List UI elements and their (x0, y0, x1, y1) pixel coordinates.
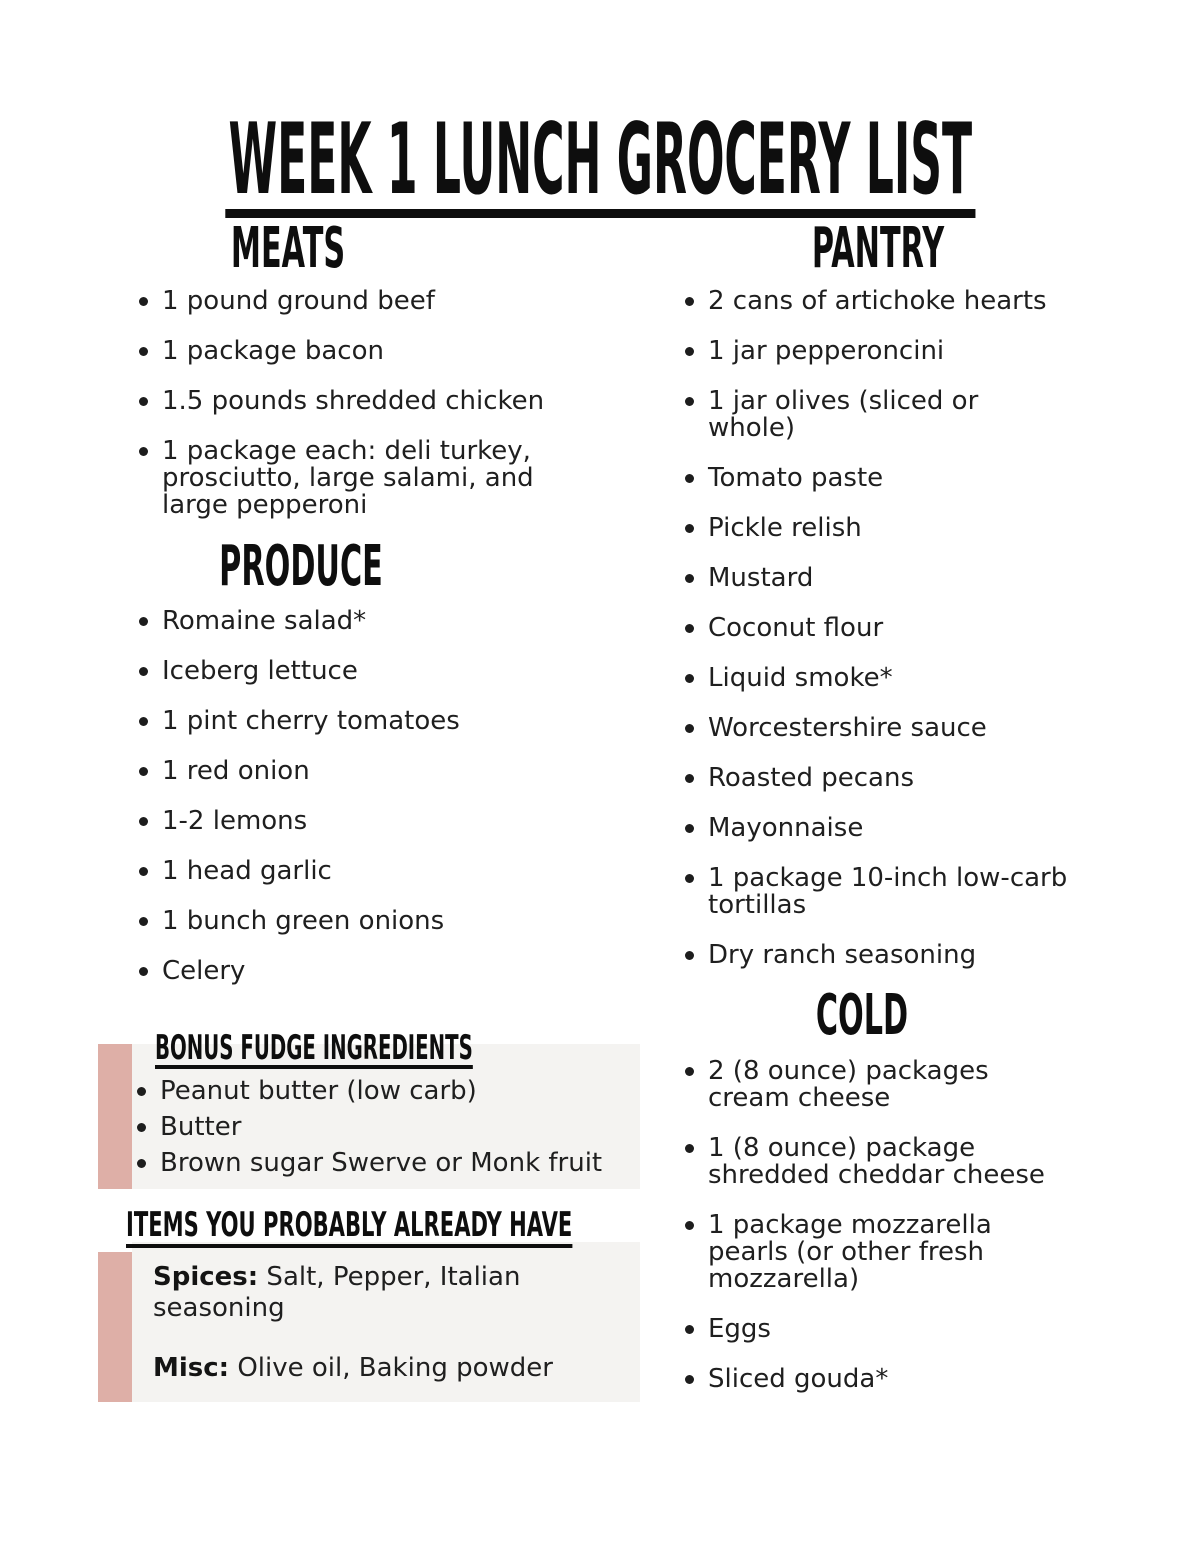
list-item: Liquid smoke* (708, 665, 1138, 692)
spices-value: Salt, Pepper, Italian seasoning (153, 1262, 521, 1323)
title-row (0, 103, 1200, 218)
list-item: Pickle relish (708, 515, 1138, 542)
list-item: Tomato paste (708, 465, 1138, 492)
list-item: 1 jar olives (sliced or whole) (708, 388, 1038, 442)
list-item: Brown sugar Swerve or Monk fruit (160, 1150, 630, 1177)
pantry-list (708, 288, 1138, 992)
list-item: 1 head garlic (162, 858, 602, 885)
list-item: Romaine salad* (162, 608, 602, 635)
produce-list (162, 608, 602, 1008)
spices-line (153, 1262, 573, 1324)
list-item: 2 cans of artichoke hearts (708, 288, 1138, 315)
list-item: Peanut butter (low carb) (160, 1078, 630, 1105)
list-item: Roasted pecans (708, 765, 1138, 792)
list-item: Eggs (708, 1316, 1138, 1343)
section-title-already-have: ITEMS YOU PROBABLY ALREADY HAVE (126, 1208, 572, 1248)
list-item: 1 jar pepperoncini (708, 338, 1138, 365)
section-title-pantry: PANTRY (811, 216, 945, 281)
list-item: 1 pound ground beef (162, 288, 602, 315)
list-item: Dry ranch seasoning (708, 942, 1138, 969)
accent-bar (98, 1252, 132, 1402)
spices-label: Spices: (153, 1262, 259, 1292)
list-item: 1 bunch green onions (162, 908, 602, 935)
misc-value: Olive oil, Baking powder (229, 1353, 553, 1383)
list-item: 1 package bacon (162, 338, 602, 365)
list-item: 1 (8 ounce) package shredded cheddar cheese (708, 1135, 1053, 1189)
list-item: 1 red onion (162, 758, 602, 785)
misc-line (153, 1353, 573, 1384)
list-item: 2 (8 ounce) packages cream cheese (708, 1058, 1008, 1112)
list-item: 1 package each: deli turkey, prosciutto, large salami, and large pepperoni (162, 438, 562, 519)
bonus-fudge-list (160, 1078, 630, 1186)
section-title-bonus-fudge: BONUS FUDGE INGREDIENTS (155, 1028, 473, 1068)
misc-label: Misc: (153, 1353, 230, 1383)
cold-list (708, 1058, 1138, 1416)
already-have-text (153, 1262, 573, 1384)
list-item: Worcestershire sauce (708, 715, 1138, 742)
list-item: 1 package mozzarella pearls (or other fresh mozzarella) (708, 1212, 1008, 1293)
meats-list (162, 288, 602, 542)
list-item: 1 pint cherry tomatoes (162, 708, 602, 735)
list-item: Iceberg lettuce (162, 658, 602, 685)
list-item: 1.5 pounds shredded chicken (162, 388, 602, 415)
list-item: 1 package 10-inch low-carb tortillas (708, 865, 1078, 919)
page-title: WEEK 1 LUNCH GROCERY LIST (225, 111, 975, 218)
list-item: Coconut flour (708, 615, 1138, 642)
section-title-meats: MEATS (230, 216, 346, 281)
list-item: Celery (162, 958, 602, 985)
list-item: Mayonnaise (708, 815, 1138, 842)
section-title-cold: COLD (815, 983, 909, 1048)
section-title-produce: PRODUCE (219, 534, 383, 599)
list-item: Sliced gouda* (708, 1366, 1138, 1393)
accent-bar (98, 1044, 132, 1189)
list-item: Butter (160, 1114, 630, 1141)
list-item: Mustard (708, 565, 1138, 592)
list-item: 1-2 lemons (162, 808, 602, 835)
